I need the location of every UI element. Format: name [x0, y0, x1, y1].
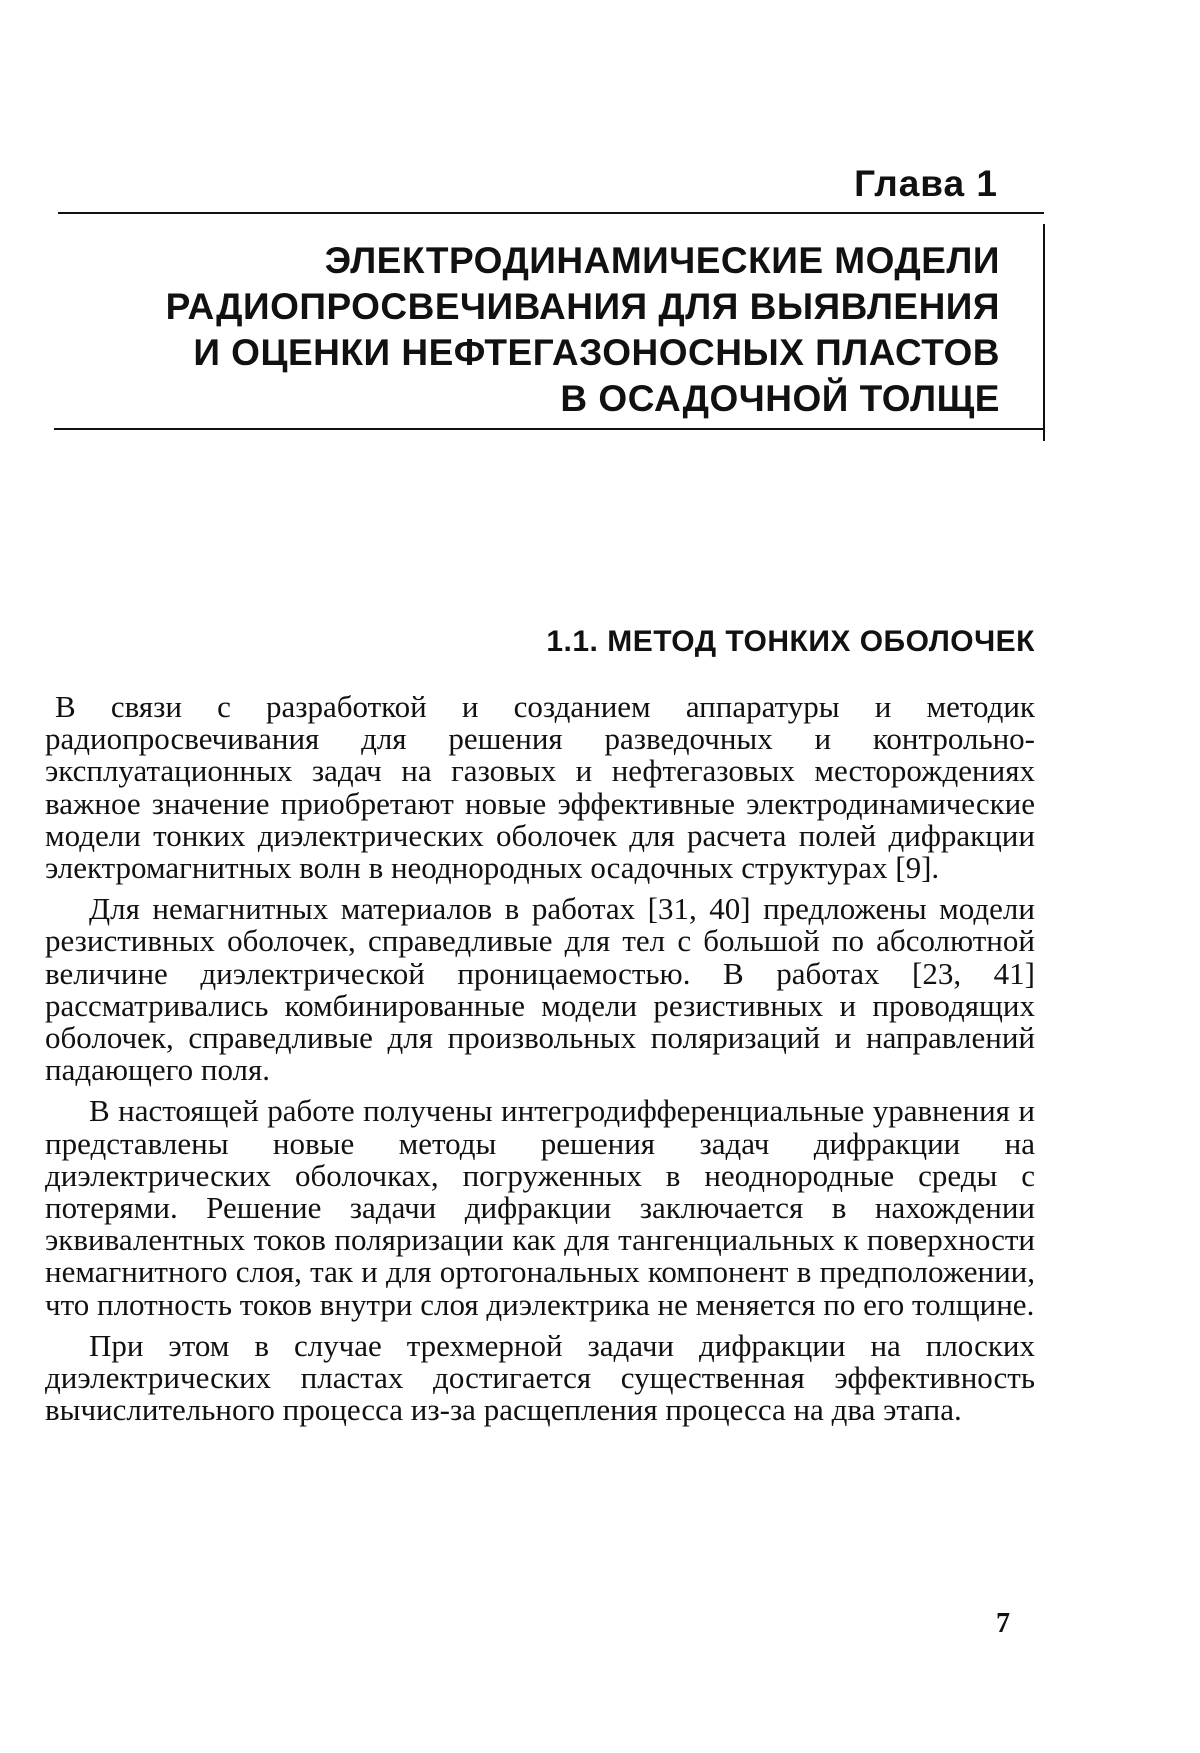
title-frame-top-rule — [58, 212, 1044, 214]
chapter-title-line: ЭЛЕКТРОДИНАМИЧЕСКИЕ МОДЕЛИ — [100, 238, 1000, 284]
book-page — [0, 0, 1200, 1753]
chapter-title-line: В ОСАДОЧНОЙ ТОЛЩЕ — [100, 376, 1000, 422]
chapter-title-line: И ОЦЕНКИ НЕФТЕГАЗОНОСНЫХ ПЛАСТОВ — [100, 330, 1000, 376]
paragraph: В связи с разработкой и созданием аппаратуры и методик радиопросвечивания для решения разведочных и контрольно-эксплуатационных задач на газовых и нефтегазовых месторождениях важное значение приобретают новые эффективные электродинамические модели тонких диэлектрических оболочек для расчета полей дифракции электромагнитных волн в неоднородных осадочных структурах [9]. — [45, 691, 1035, 884]
paragraph: В настоящей работе получены интегродифференциальные уравнения и представлены новые методы решения задач дифракции на диэлектрических оболочках, погруженных в неоднородные среды с потерями. Решение задачи дифракции заключается в нахождении эквивалентных токов поляризации как для тангенциальных к поверхности немагнитного слоя, так и для ортогональных компонент в предположении, что плотность токов внутри слоя диэлектрика не меняется по его толщине. — [45, 1095, 1035, 1320]
title-frame-right-rule — [1043, 224, 1045, 441]
page-number: 7 — [996, 1608, 1010, 1640]
body-text — [45, 691, 1035, 1435]
title-frame-bottom-rule — [54, 428, 1044, 430]
section-title: 1.1. МЕТОД ТОНКИХ ОБОЛОЧЕК — [546, 625, 1035, 659]
chapter-title-line: РАДИОПРОСВЕЧИВАНИЯ ДЛЯ ВЫЯВЛЕНИЯ — [100, 284, 1000, 330]
chapter-label: Глава 1 — [854, 163, 998, 205]
paragraph: Для немагнитных материалов в работах [31, 40] предложены модели резистивных оболочек, справедливые для тел с большой по абсолютной величине диэлектрической проницаемостью. В работах [23, 41] рассматривались комбинированные модели резистивных и проводящих оболочек, справедливые для произвольных поляризаций и направлений падающего поля. — [45, 893, 1035, 1086]
paragraph: При этом в случае трехмерной задачи дифракции на плоских диэлектрических пластах достигается существенная эффективность вычислительного процесса из-за расщепления процесса на два этапа. — [45, 1330, 1035, 1427]
chapter-title — [100, 238, 1000, 422]
